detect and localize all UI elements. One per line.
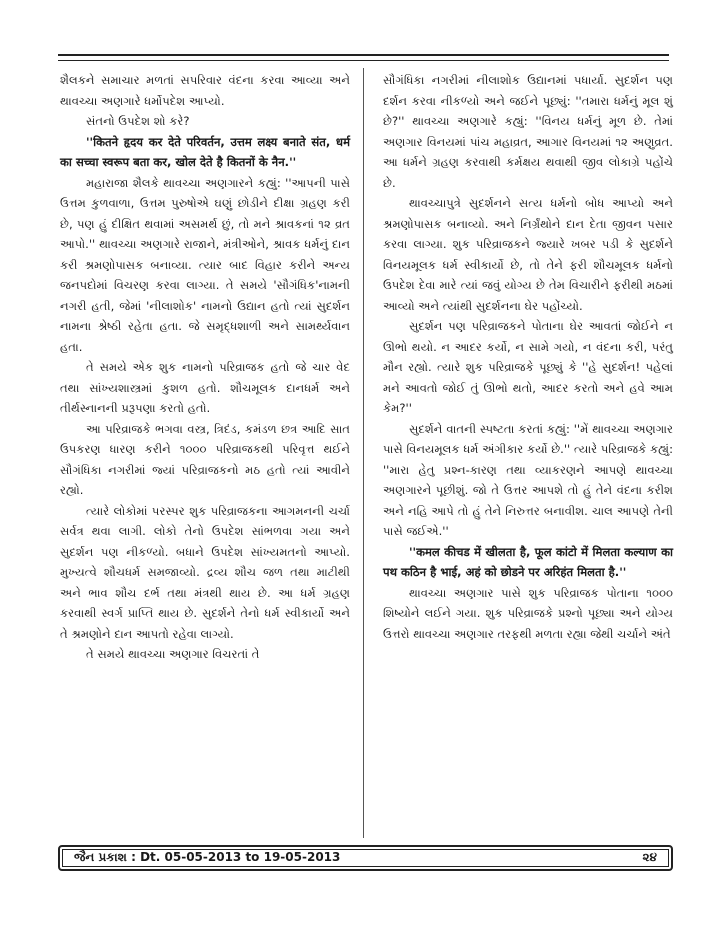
- left-text-column: [60, 70, 350, 665]
- paragraph: તે સમયે એક શુક નામનો પરિવ્રાજક હતો જે ચાર વેદ તથા સાંખ્યશાસ્ત્રમાં કુશળ હતો. શૌચમૂલક દાનધર્મ અને તીર્થસ્નાનની પ્રરૂપણા કરતો હતો.: [60, 360, 350, 415]
- paragraph: સંતનો ઉપદેશ શો કરે?: [86, 114, 190, 128]
- header-rule-thin: [58, 60, 669, 61]
- paragraph: સુદર્શને વાતની સ્પષ્ટતા કરતાં કહ્યું: ''મેં થાવચ્ચા અણગાર પાસે વિનયમૂલક ધર્મ અંગીકાર કર્યો છે.'' ત્યારે પરિવ્રાજકે કહ્યું: ''મારા હેતુ પ્રશ્ન-કારણ તથા વ્યાકરણને આપણે થાવચ્ચા અણગારને પૂછીશું. જો તે ઉત્તર આપશે તો હું તેને વંદના કરીશ અને નહિ આપે તો હું તેને નિરુત્તર બનાવીશ. ચાલ આપણે તેની પાસે જઈએ.'': [383, 421, 673, 538]
- paragraph: શૈલકને સમાચાર મળતાં સપરિવાર વંદના કરવા આવ્યા અને થાવચ્ચા અણગારે ધર્મોપદેશ આપ્યો.: [60, 73, 350, 108]
- paragraph: સુદર્શન પણ પરિવ્રાજકને પોતાના ઘેર આવતાં જોઈને ન ઊભો થયો. ન આદર કર્યો, ન સામે ગયો, ન વંદના કરી, પરંતુ મૌન રહ્યો. ત્યારે શુક પરિવ્રાજકે પૂછ્યું કે ''હે સુદર્શન! પહેલાં મને આવતો જોઈ તું ઊભો થતો, આદર કરતો અને હવે આમ કેમ?'': [383, 319, 673, 415]
- page-footer: [58, 845, 673, 871]
- column-divider: [363, 68, 364, 838]
- hindi-verse-quote: ''कितने हृदय कर देते परिवर्तन, उत्तम लक्ष्य बनाते संत, धर्म का सच्चा स्वरूप बता कर, खोल देते है कितनों के नैन.'': [60, 134, 350, 169]
- publication-info: જૈન પ્રકાશ : Dt. 05-05-2013 to 19-05-2013: [74, 850, 341, 864]
- paragraph: ત્યારે લોકોમાં પરસ્પર શુક પરિવ્રાજકના આગમનની ચર્ચા સર્વત્ર થવા લાગી. લોકો તેનો ઉપદેશ સાંભળવા ગયા અને સુદર્શન પણ નીકળ્યો. બધાને ઉપદેશ સાંખ્યમતનો આપ્યો. મુખ્યત્વે શૌચધર્મ સમજાવ્યો. દ્રવ્ય શૌચ જળ તથા માટીથી અને ભાવ શૌચ દર્ભ તથા મંત્રથી થાય છે. આ ધર્મ ગ્રહણ કરવાથી સ્વર્ગ પ્રાપ્તિ થાય છે. સુદર્શને તેનો ધર્મ સ્વીકાર્યો અને તે શ્રમણોને દાન આપતો રહેવા લાગ્યો.: [60, 503, 350, 641]
- hindi-verse-quote: ''कमल कीचड में खीलता है, फूल कांटो में मिलता कल्याण का पथ कठिन है भाई, अहं को छोडने पर अरिहंत मिलता है.'': [383, 544, 673, 579]
- paragraph: મહારાજા શૈલકે થાવચ્ચા અણગારને કહ્યું: ''આપની પાસે ઉત્તમ કુળવાળા, ઉત્તમ પુરુષોએ ઘણું છોડીને દીક્ષા ગ્રહણ કરી છે, પણ હું દીક્ષિત થવામાં અસમર્થ છું, તો મને શ્રાવકનાં ૧૨ વ્રત આપો.'' થાવચ્ચા અણગારે રાજાને, મંત્રીઓને, શ્રાવક ધર્મનું દાન કરી શ્રમણોપાસક બનાવ્યા. ત્યાર બાદ વિહાર કરીને અન્ય જનપદોમાં વિચરણ કરવા લાગ્યા. તે સમયે 'સૌગંધિક'નામની નગરી હતી, જેમાં 'નીલાશોક' નામનો ઉદ્યાન હતો ત્યાં સુદર્શન નામના શ્રેષ્ઠી રહેતા હતા. જે સમૃદ્ધશાળી અને સામર્થ્યવાન હતા.: [60, 175, 350, 354]
- paragraph: તે સમયે થાવચ્ચા અણગાર વિચરતાં તે: [86, 647, 260, 661]
- right-text-column: [383, 70, 673, 644]
- paragraph: સૌગંધિકા નગરીમાં નીલાશોક ઉદ્યાનમાં પધાર્યા. સુદર્શન પણ દર્શન કરવા નીકળ્યો અને જઈને પૂછ્યું: ''તમારા ધર્મનું મૂલ શું છે?'' થાવચ્ચા અણગારે કહ્યું: ''વિનય ધર્મનું મૂળ છે. તેમાં અણગાર વિનયમાં પાંચ મહાવ્રત, આગાર વિનયમાં ૧૨ અણુવ્રત. આ ધર્મને ગ્રહણ કરવાથી કર્મક્ષય થવાથી જીવ લોકાગ્રે પહોંચે છે.: [383, 73, 673, 190]
- paragraph: થાવચ્ચા અણગાર પાસે શુક પરિવ્રાજક પોતાના ૧૦૦૦ શિષ્યોને લઈને ગયા. શુક પરિવ્રાજકે પ્રશ્નો પૂછ્યા અને યોગ્ય ઉત્તરો થાવચ્ચા અણગાર તરફથી મળતા રહ્યા જેથી ચર્ચાને અંતે: [383, 585, 673, 641]
- paragraph: આ પરિવ્રાજકે ભગવા વસ્ત્ર, ત્રિદંડ, કમંડળ છત્ર આદિ સાત ઉપકરણ ધારણ કરીને ૧૦૦૦ પરિવ્રાજકથી પરિવૃત્ત થઈને સૌગંધિકા નગરીમાં જ્યાં પરિવ્રાજકનો મઠ હતો ત્યાં આવીને રહ્યો.: [60, 421, 350, 497]
- paragraph: થાવચ્ચાપુત્રે સુદર્શનને સત્ય ધર્મનો બોધ આપ્યો અને શ્રમણોપાસક બનાવ્યો. અને નિર્ગ્રંથોને દાન દેતા જીવન પસાર કરવા લાગ્યા. શુક પરિવ્રાજકને જ્યારે ખબર પડી કે સુદર્શને વિનયમૂલક ધર્મ સ્વીકાર્યો છે, તો તેને ફરી શૌચમૂલક ધર્મનો ઉપદેશ દેવા મારે ત્યાં જવું યોગ્ય છે તેમ વિચારીને ફરીથી મઠમાં આવ્યો અને ત્યાંથી સુદર્શનના ઘેર પહોંચ્યો.: [383, 196, 673, 313]
- page-number: ૨૪: [642, 850, 657, 864]
- header-rule-thick: [58, 54, 669, 56]
